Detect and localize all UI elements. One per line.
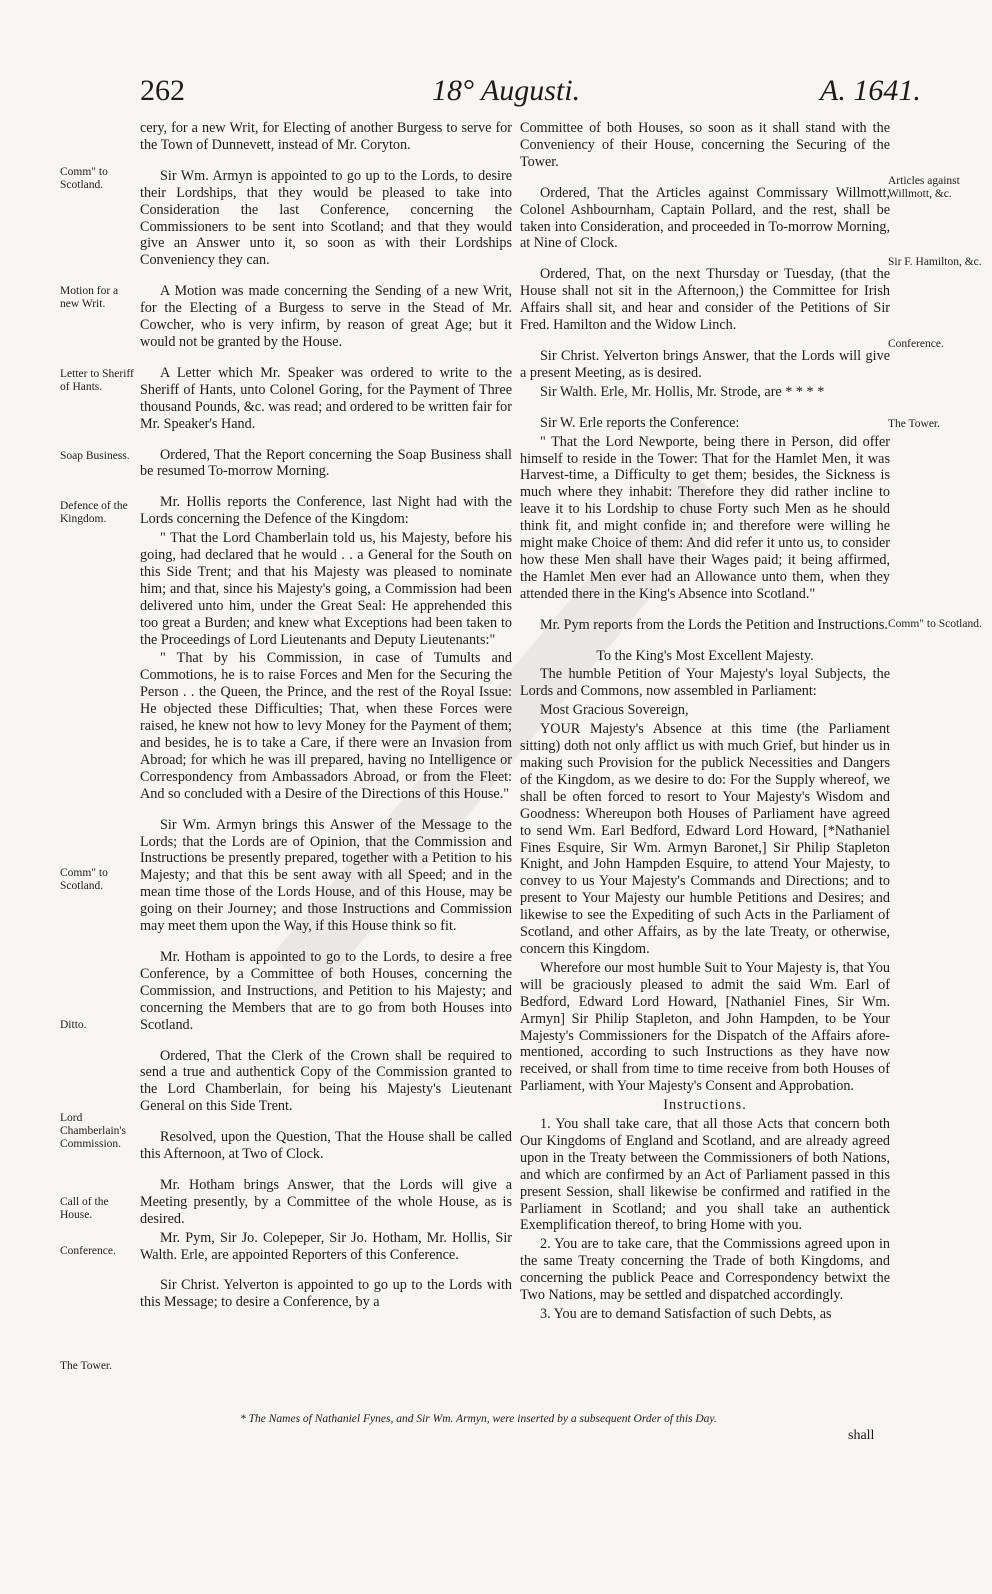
instruction-item: 1. You shall take care, that all those Acts that concern both Our Kingdoms of England and Scotland, and are already agreed upon in the Treaty between the Commissioners of both Nations, and which are confirmed by an Act of Parliament passed in this present Session, shall likewise be confirmed and ratified in the Parliament in Scotland; and you shall take an authentick Exemplification thereof, to bring Home with you. — [520, 1116, 890, 1234]
paragraph: " That the Lord Chamberlain told us, his Majesty, before his going, had declared that he would . . a General for the South on this Side Trent; and that his Majesty was pleased to nominate him; and that, since his Majesty's going, a Commission had been delivered unto him, under the Great Seal: He apprehended this too great a Burden; and knew what Exceptions had been taken to the Proceedings of Lord Lieutenants and Deputy Lieutenants:" — [140, 530, 512, 648]
footnote: * The Names of Nathaniel Fynes, and Sir Wm. Armyn, were inserted by a subsequent Order of this Day. — [240, 1413, 717, 1425]
margin-note: Soap Business. — [60, 450, 130, 462]
margin-note: Articles against Willmott, &c. — [888, 175, 960, 200]
margin-note: Call of the House. — [60, 1196, 109, 1221]
paragraph: The humble Petition of Your Majesty's loyal Subjects, the Lords and Commons, now assembled in Parliament: — [520, 666, 890, 700]
paragraph: Ordered, That the Report concerning the Soap Business shall be resumed To-morrow Morning. — [140, 446, 512, 480]
paragraph: Sir Christ. Yelverton is appointed to go up to the Lords with this Message; to desire a Conference, by a — [140, 1277, 512, 1311]
margin-note: Letter to Sheriff of Hants. — [60, 368, 134, 393]
paragraph: YOUR Majesty's Absence at this time (the Parliament sitting) doth not only afflict us with much Grief, but hinder us in making such Provision for the publick Necessities and Dangers of the Kingdom, as we desire to do: For the Supply whereof, we shall be often forced to resort to Your Majesty's Wisdom and Goodness: Whereupon both Houses of Parliament have agreed to send Wm. Earl Bedford, Edward Lord Howard, [*Nathaniel Fines Esquire, Sir Wm. Armyn Baronet,] Sir Philip Stapleton Knight, and John Hampden Esquire, to attend Your Majesty, to convey to us Your Majesty's Commands and Directions; and to present to Your Majesty our humble Petitions and Desires; and likewise to see the Expediting of such Acts in the Parliament of Scotland, and other Affairs, as by the late Treaty, or otherwise, concern this Kingdom. — [520, 721, 890, 957]
margin-note: Motion for a new Writ. — [60, 285, 119, 310]
paragraph: Mr. Hotham brings Answer, that the Lords will give a Meeting presently, by a Committee of the whole House, as is desired. — [140, 1176, 512, 1227]
page-date: 18° Augusti. — [432, 74, 581, 107]
paragraph: Sir Wm. Armyn brings this Answer of the Message to the Lords; that the Lords are of Opinion, that the Commission and Instructions be presently prepared, together with a Petition to his Majesty; and that this be sent away with all Speed; and in the mean time those of the Lords House, and of this House, may be going on their Journey; and those Instructions and Commission may meet them upon the Way, if this House think so fit. — [140, 816, 512, 935]
paragraph: A Letter which Mr. Speaker was ordered to write to the Sheriff of Hants, unto Colonel Goring, for the Payment of Three thousand Pounds, &c. was read; and ordered to be written fair for Mr. Speaker's Hand. — [140, 364, 512, 432]
margin-note: Comm" to Scotland. — [888, 618, 982, 630]
paragraph: Ordered, That, on the next Thursday or Tuesday, (that the House shall not sit in the Afternoon,) the Committee for Irish Affairs shall sit, and hear and consider of the Petitions of Sir Fred. Hamilton and the Widow Linch. — [520, 266, 890, 334]
paragraph: A Motion was made concerning the Sending of a new Writ, for the Electing of a Burgess to serve in the Stead of Mr. Cowcher, who is very infirm, by reason of great Age; but it would not be granted by the House. — [140, 283, 512, 350]
paragraph: Sir Christ. Yelverton brings Answer, that the Lords will give a present Meeting, as is desired. — [520, 347, 890, 381]
paragraph: Mr. Pym reports from the Lords the Petition and Instructions. — [540, 616, 888, 633]
margin-note: Comm" to Scotland. — [60, 166, 108, 191]
paragraph: Mr. Pym, Sir Jo. Colepeper, Sir Jo. Hotham, Mr. Hollis, Sir Walth. Erle, are appointed Reporters of this Conference. — [140, 1229, 512, 1263]
margin-note: Ditto. — [60, 1019, 87, 1031]
paragraph: Mr. Hollis reports the Conference, last Night had with the Lords concerning the Defence of the Kingdom: — [140, 494, 512, 528]
petition-title: To the King's Most Excellent Majesty. — [596, 647, 814, 664]
instruction-item: 2. You are to take care, that the Commissions agreed upon in the same Treaty concerning the Trade of both Kingdoms, and concerning the publick Peace and Correspondency betwixt the Two Nations, may be settled and dispatched accordingly. — [520, 1236, 890, 1304]
instructions-heading: Instructions. — [663, 1097, 747, 1114]
paragraph: Sir Wm. Armyn is appointed to go up to the Lords, to desire their Lordships, that they would be pleased to take into Consideration the last Conference, concerning the Commissioners to be sent into Scotland; and that they would give an Answer unto it, so soon as with their Lordships Conveniency they can. — [140, 167, 512, 269]
salutation: Most Gracious Sovereign, — [540, 702, 689, 719]
paragraph: " That by his Commission, in case of Tumults and Commotions, he is to raise Forces and Men for the Securing the Person . . the Queen, the Prince, and the rest of the Royal Issue: He objected these Difficulties; That, when these Forces were raised, he knew not how to levy Money for the Payment of them; and besides, he is to take a Care, if there were an Invasion from Abroad; for which he was ill prepared, having no Intelligence or Correspondency from Ambassadors Abroad, or from the Fleet: And so concluded with a Desire of the Directions of this House." — [140, 650, 512, 802]
paragraph: Sir W. Erle reports the Conference: — [540, 414, 740, 431]
margin-note: The Tower. — [60, 1360, 112, 1372]
margin-note: Sir F. Hamilton, &c. — [888, 256, 982, 268]
margin-note: Conference. — [888, 338, 944, 350]
paragraph: cery, for a new Writ, for Electing of another Burgess to serve for the Town of Dunnevett, instead of Mr. Coryton. — [140, 120, 512, 153]
paragraph: Wherefore our most humble Suit to Your Majesty is, that You will be graciously pleased to admit the said Wm. Earl of Bedford, Edward Lord Howard, [Nathaniel Fines, Sir Wm. Armyn] Sir Philip Stapleton, and John Hampden, to be Your Majesty's Commissioners for the Dispatch of the Affairs afore-mentioned, according to such Instructions as they have now received, or shall from time to time receive from both Houses of Parliament, with Your Majesty's Consent and Approbation. — [520, 959, 890, 1095]
paragraph: " That the Lord Newporte, being there in Person, did offer himself to reside in the Tower: That for the Hamlet Men, it was Harvest-time, a Difficulty to get them; besides, the Sickness is much where they inhabit: Therefore they did rather incline to leave it to his Lordship to chuse Forty such Men as he should think fit, and might confide in; and therefore were willing he might make Choice of them: And did refer it unto us, to consider how these Men shall have their Wages paid; it being affirmed, the Hamlet Men ever had an Allowance unto them, when they attended there in the King's Absence into Scotland." — [520, 433, 890, 602]
catchword: shall — [848, 1428, 875, 1443]
paragraph: Committee of both Houses, so soon as it shall stand with the Conveniency of their House, concerning the Securing of the Tower. — [520, 120, 890, 170]
paragraph: Sir Walth. Erle, Mr. Hollis, Mr. Strode, are * * * * — [540, 383, 825, 400]
margin-note: The Tower. — [888, 418, 940, 430]
margin-note: Defence of the Kingdom. — [60, 500, 128, 525]
paragraph: Ordered, That the Clerk of the Crown shall be required to send a true and authentick Copy of the Commission granted to the Lord Chamberlain, for being his Majesty's Lieutenant General on this Side Trent. — [140, 1047, 512, 1115]
right-column — [520, 120, 890, 1325]
paragraph: Mr. Hotham is appointed to go to the Lords, to desire a free Conference, by a Committee of both Houses, concerning the Commission, and Instructions, and Petition to his Majesty; and concerning the Members that are to go from both Houses into Scotland. — [140, 948, 512, 1033]
margin-note: Lord Chamberlain's Commission. — [60, 1112, 126, 1150]
page-number: 262 — [140, 74, 185, 107]
instruction-item: 3. You are to demand Satisfaction of such Debts, as — [540, 1306, 832, 1322]
paragraph: Resolved, upon the Question, That the House shall be called this Afternoon, at Two of Clock. — [140, 1129, 512, 1163]
left-column — [140, 120, 512, 1325]
margin-note: Comm" to Scotland. — [60, 867, 108, 892]
margin-note: Conference. — [60, 1245, 116, 1257]
paragraph: Ordered, That the Articles against Commissary Willmott, Colonel Ashbournham, Captain Pollard, and the rest, shall be taken into Consideration, and proceeded in To-morrow Morning, at Nine of Clock. — [520, 184, 890, 252]
page-year: A. 1641. — [820, 74, 921, 107]
